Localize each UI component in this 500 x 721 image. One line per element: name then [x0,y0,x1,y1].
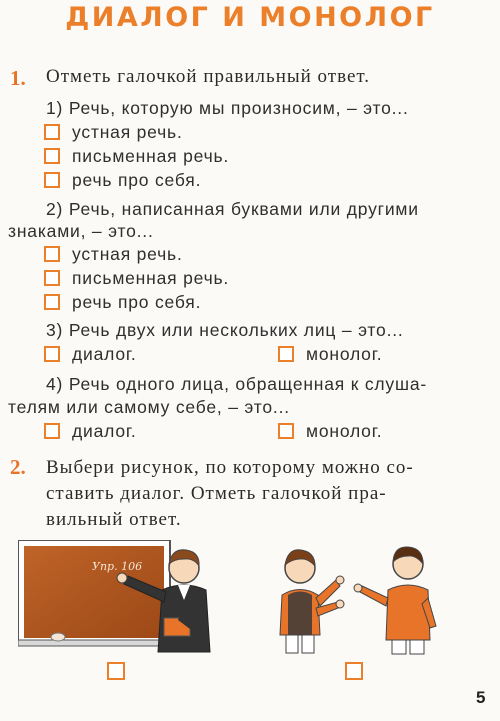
checkbox[interactable] [44,294,60,310]
teacher-at-blackboard-illustration [18,540,218,655]
task-2-number: 2. [10,455,26,479]
task-2-instruction-line-3: вильный ответ. [46,509,182,530]
question-4-option-2[interactable] [278,420,382,442]
question-2-option-1[interactable] [44,243,183,265]
task-2-instruction-line-1: Выбери рисунок, по которому можно со- [46,457,414,478]
checkbox[interactable] [44,423,60,439]
page-title: ДИАЛОГ И МОНОЛОГ [65,2,435,33]
option-label: монолог. [306,343,383,364]
picture-2-checkbox[interactable] [345,662,363,680]
checkbox[interactable] [44,148,60,164]
question-2-text-line-2: знаками, – это... [8,221,154,241]
question-4-text-line-1: 4) Речь одного лица, обращенная к слуша- [46,374,427,394]
option-label: письменная речь. [72,145,230,166]
board-text: Упр. 106 [92,560,143,573]
page-number: 5 [476,688,486,707]
checkbox[interactable] [278,423,294,439]
question-3-option-2[interactable] [278,343,382,365]
checkbox[interactable] [44,172,60,188]
question-2-text-line-1: 2) Речь, написанная буквами или другими [46,199,419,219]
option-label: монолог. [306,420,383,441]
option-label: устная речь. [72,243,183,264]
checkbox[interactable] [44,346,60,362]
checkbox[interactable] [44,124,60,140]
task-2-instruction-line-2: ставить диалог. Отметь галочкой пра- [46,483,387,504]
option-label: устная речь. [72,121,183,142]
question-3-text: 3) Речь двух или нескольких лиц – это... [46,320,404,340]
checkbox[interactable] [44,246,60,262]
question-1-option-3[interactable] [44,169,201,191]
question-4-option-1[interactable] [44,420,137,442]
two-boys-talking-illustration [270,540,450,655]
task-1-instruction: Отметь галочкой правильный ответ. [46,66,371,87]
question-1-text: 1) Речь, которую мы произносим, – это... [46,98,409,118]
option-label: диалог. [72,343,137,364]
question-3-option-1[interactable] [44,343,137,365]
option-label: речь про себя. [72,291,202,312]
picture-1-checkbox[interactable] [107,662,125,680]
checkbox[interactable] [44,270,60,286]
option-label: речь про себя. [72,169,202,190]
question-1-option-2[interactable] [44,145,229,167]
task-1-number: 1. [10,66,26,90]
question-4-text-line-2: телям или самому себе, – это... [8,397,290,417]
checkbox[interactable] [278,346,294,362]
option-label: диалог. [72,420,137,441]
question-2-option-3[interactable] [44,291,201,313]
option-label: письменная речь. [72,267,230,288]
question-1-option-1[interactable] [44,121,183,143]
question-2-option-2[interactable] [44,267,229,289]
